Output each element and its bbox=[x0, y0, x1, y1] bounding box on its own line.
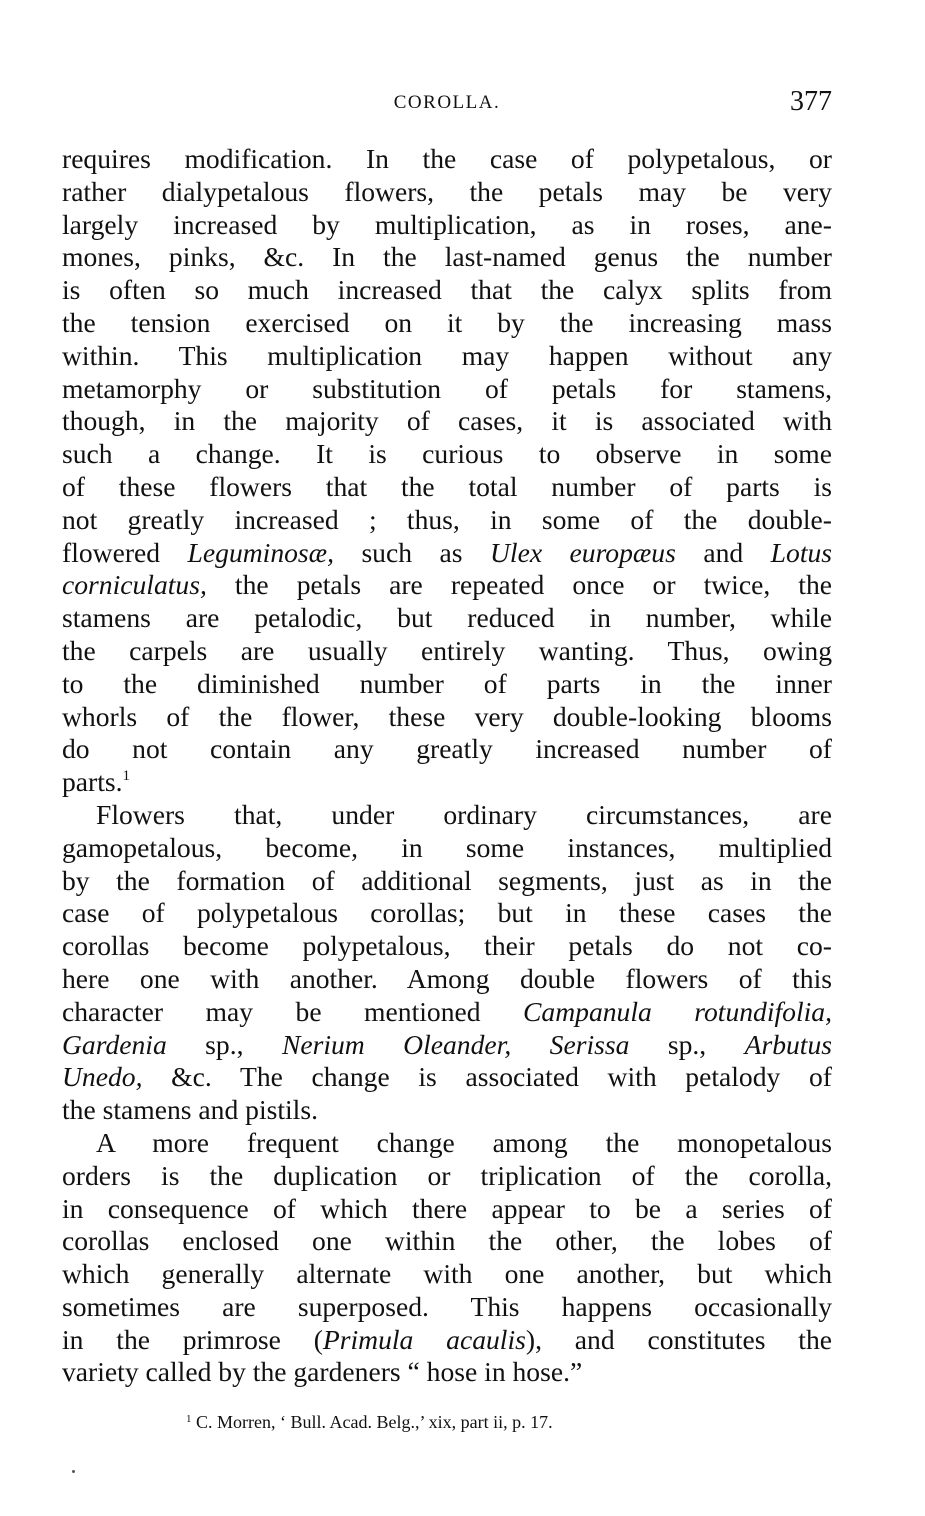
text-line: metamorphy or substitution of petals for stamens, bbox=[62, 372, 832, 404]
text-line: corollas enclosed one within the other, the lobes of bbox=[62, 1225, 832, 1257]
text-line: stamens are petalodic, but reduced in number, while bbox=[62, 602, 832, 634]
italic-taxon: Campanula rotundifolia, bbox=[523, 995, 832, 1027]
italic-taxon: Leguminosæ, bbox=[187, 536, 334, 568]
text-line: by the formation of additional segments, just as in the bbox=[62, 864, 832, 896]
text-line: requires modification. In the case of polypetalous, or bbox=[62, 143, 832, 174]
text-line: mones, pinks, &c. In the last-named genus the number bbox=[62, 241, 832, 273]
text-line: sometimes are superposed. This happens occasionally bbox=[62, 1290, 832, 1322]
running-head bbox=[62, 86, 832, 120]
text-line: gamopetalous, become, in some instances, multiplied bbox=[62, 831, 832, 863]
italic-taxon: Unedo, bbox=[62, 1061, 143, 1093]
text-line: parts.$^1$ bbox=[62, 766, 131, 798]
running-title: COROLLA. bbox=[393, 92, 501, 113]
text-line: corollas become polypetalous, their petals do not co- bbox=[62, 930, 832, 962]
text-line: the stamens and pistils. bbox=[62, 1094, 318, 1126]
text-line: character may be mentioned Campanula rotundifolia, bbox=[62, 995, 832, 1027]
text-line: Gardenia sp., Nerium Oleander, Serissa sp., Arbutus bbox=[62, 1028, 832, 1060]
print-speck bbox=[72, 1470, 75, 1473]
text-line: flowered Leguminosæ, such as Ulex europæus and Lotus bbox=[62, 536, 833, 568]
text-line: variety called by the gardeners “ hose in hose.” bbox=[62, 1356, 583, 1388]
text-line: do not contain any greatly increased number of bbox=[62, 733, 832, 765]
italic-taxon: Nerium Oleander, bbox=[281, 1028, 512, 1060]
text-line: rather dialypetalous flowers, the petals may be very bbox=[62, 175, 832, 207]
italic-taxon: Lotus bbox=[770, 536, 833, 568]
text-line: not greatly increased ; thus, in some of the double- bbox=[62, 503, 832, 535]
text-line: case of polypetalous corollas; but in these cases the bbox=[62, 897, 832, 929]
footnote bbox=[186, 1412, 553, 1433]
text-line: whorls of the flower, these very double-looking blooms bbox=[62, 700, 832, 732]
text-line: Flowers that, under ordinary circumstances, are bbox=[96, 798, 832, 830]
text-line: orders is the duplication or triplication of the corolla, bbox=[62, 1159, 832, 1191]
page-number: 377 bbox=[790, 86, 832, 117]
text-line: largely increased by multiplication, as in roses, ane- bbox=[62, 208, 832, 240]
text-line: which generally alternate with one another, but which bbox=[62, 1258, 832, 1290]
text-line: the carpels are usually entirely wanting. Thus, owing bbox=[62, 634, 832, 666]
italic-taxon: corniculatus, bbox=[62, 569, 207, 601]
text-line: to the diminished number of parts in the inner bbox=[62, 667, 832, 699]
text-line: here one with another. Among double flowers of this bbox=[62, 962, 832, 994]
footnote-ref: 1 bbox=[122, 768, 131, 785]
italic-taxon: Primula acaulis bbox=[322, 1323, 526, 1355]
text-line: within. This multiplication may happen without any bbox=[62, 339, 832, 371]
italic-taxon: Gardenia bbox=[62, 1028, 167, 1060]
text-line: in consequence of which there appear to be a series of bbox=[62, 1192, 832, 1224]
italic-taxon: Serissa bbox=[549, 1028, 630, 1060]
footnote-marker: 1 bbox=[186, 1413, 192, 1425]
text-line: Unedo, &c. The change is associated with petalody of bbox=[62, 1061, 832, 1093]
text-line: is often so much increased that the calyx splits from bbox=[62, 274, 832, 306]
text-line: such a change. It is curious to observe in some bbox=[62, 438, 832, 470]
text-line: of these flowers that the total number of parts is bbox=[62, 470, 832, 502]
text-line: in the primrose (Primula acaulis), and constitutes the bbox=[62, 1323, 832, 1355]
text-line: corniculatus, the petals are repeated once or twice, the bbox=[62, 569, 832, 601]
italic-taxon: Ulex europæus bbox=[489, 536, 676, 568]
body-text bbox=[62, 143, 832, 1389]
text-line: the tension exercised on it by the increasing mass bbox=[62, 306, 832, 338]
text-line: though, in the majority of cases, it is associated with bbox=[62, 405, 832, 437]
text-line: A more frequent change among the monopetalous bbox=[96, 1126, 832, 1158]
italic-taxon: Arbutus bbox=[744, 1028, 832, 1060]
footnote-text: C. Morren, ‘ Bull. Acad. Belg.,’ xix, part ii, p. 17. bbox=[196, 1412, 553, 1432]
